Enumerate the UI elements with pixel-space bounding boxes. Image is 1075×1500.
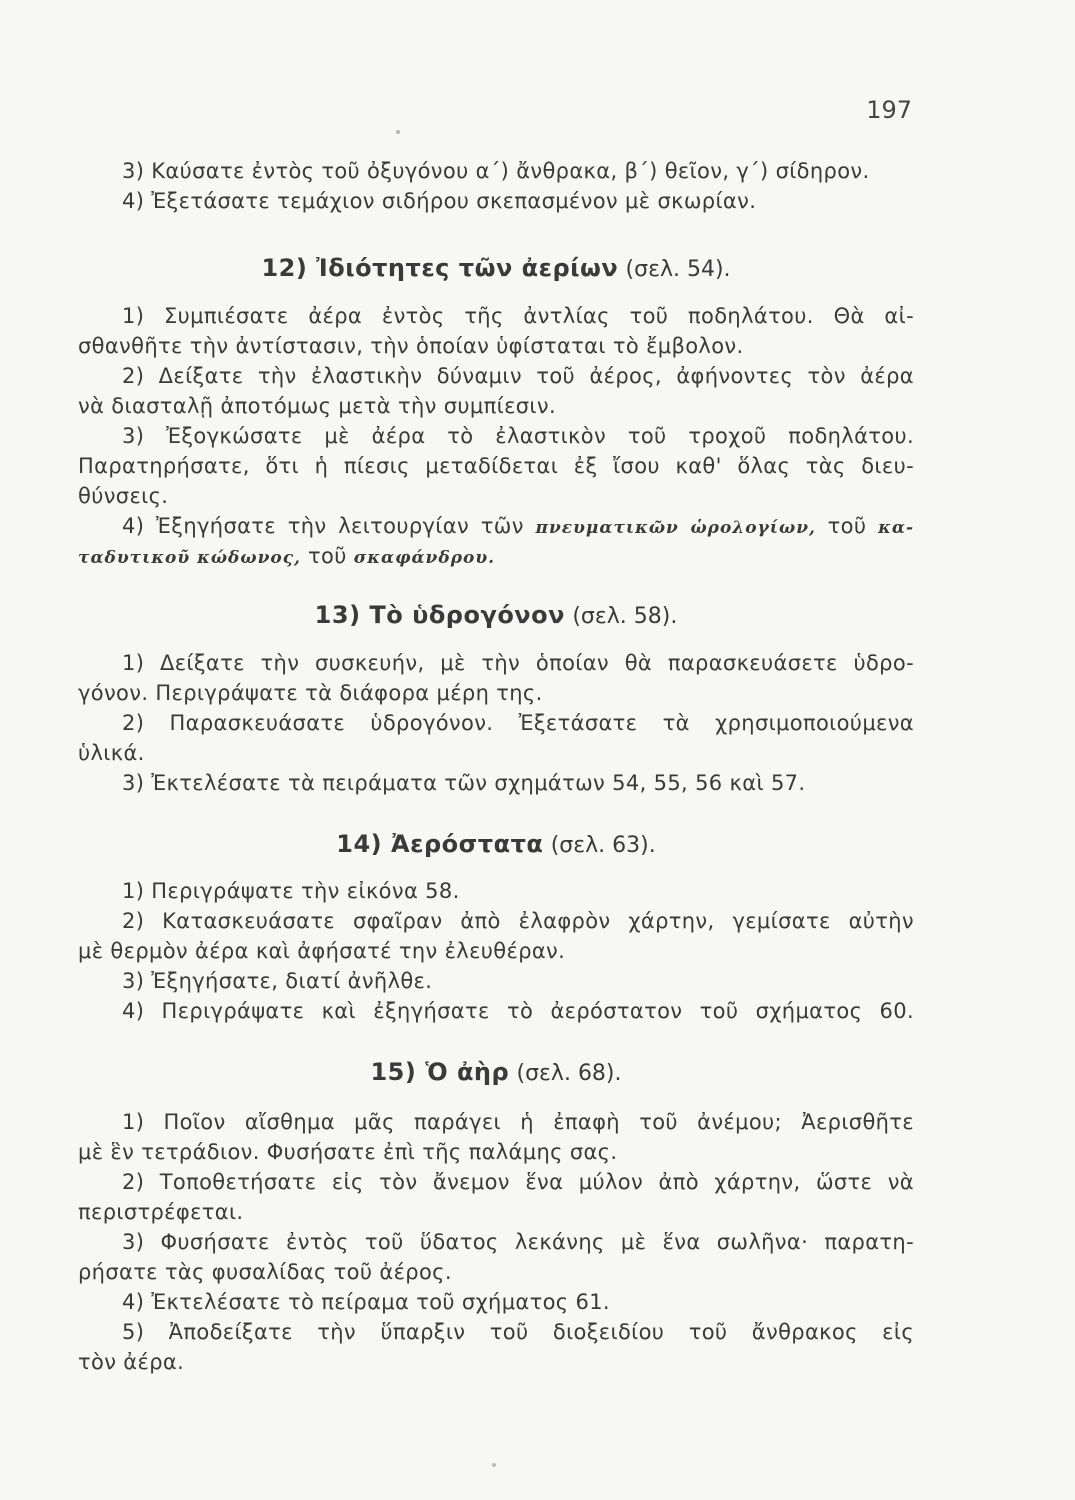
section-page-ref: (σελ. 58).: [572, 604, 678, 629]
exercise-line: 3) Ἐκτελέσατε τὰ πειράματα τῶν σχημάτων 54, 55, 56 καὶ 57.: [122, 771, 806, 795]
exercise-line: θύνσεις.: [78, 484, 169, 508]
exercise-line: μὲ ἓν τετράδιον. Φυσήσατε ἐπὶ τῆς παλάμης σας.: [78, 1140, 618, 1164]
exercise-block-14: [78, 876, 914, 1026]
section-heading-12: [78, 254, 914, 282]
exercise-line: 1) Ποῖον αἴσθημα μᾶς παράγει ἡ ἐπαφὴ τοῦ ἀνέμου; Ἀερισθῆτε: [122, 1110, 914, 1134]
line-part: τοῦ: [300, 544, 354, 568]
section-page-ref: (σελ. 63).: [550, 833, 656, 858]
section-heading-13: [78, 601, 914, 629]
exercise-line: 5) Ἀποδείξατε τὴν ὕπαρξιν τοῦ διοξειδίου τοῦ ἄνθρακος εἰς: [122, 1320, 914, 1344]
exercise-block-13: [78, 648, 914, 798]
section-page-ref: (σελ. 68).: [516, 1061, 622, 1086]
section-title: 12) Ἰδιότητες τῶν ἀερίων: [261, 254, 619, 282]
exercise-line: νὰ διασταλῇ ἀποτόμως μετὰ τὴν συμπίεσιν.: [78, 394, 556, 418]
speck: [492, 1463, 496, 1467]
exercise-line: τὸν ἀέρα.: [78, 1350, 185, 1374]
page-number: 197: [866, 96, 912, 124]
italic-term: κα-: [878, 518, 915, 538]
section-heading-15: [78, 1058, 914, 1086]
exercise-line: ρήσατε τὰς φυσαλίδας τοῦ ἀέρος.: [78, 1260, 452, 1284]
exercise-line: 4) Ἐκτελέσατε τὸ πείραμα τοῦ σχήματος 61.: [122, 1290, 610, 1314]
exercise-line: σθανθῆτε τὴν ἀντίστασιν, τὴν ὁποίαν ὑφίσταται τὸ ἔμβολον.: [78, 334, 744, 358]
exercise-line: 4) Ἐξετάσατε τεμάχιον σιδήρου σκεπασμένον μὲ σκωρίαν.: [122, 189, 757, 213]
exercise-line: 3) Φυσήσατε ἐντὸς τοῦ ὕδατος λεκάνης μὲ ἕνα σωλῆνα· παρατη-: [122, 1230, 914, 1254]
exercise-line: 2) Δείξατε τὴν ἐλαστικὴν δύναμιν τοῦ ἀέρος, ἀφήνοντες τὸν ἀέρα: [122, 364, 914, 388]
exercise-line: 4) Περιγράψατε καὶ ἐξηγήσατε τὸ ἀερόστατον τοῦ σχήματος 60.: [122, 999, 914, 1023]
exercise-line: [78, 541, 914, 571]
exercise-line: 1) Συμπιέσατε ἀέρα ἐντὸς τῆς ἀντλίας τοῦ ποδηλάτου. Θὰ αἰ-: [122, 304, 914, 328]
exercise-block-12: [78, 301, 914, 571]
section-heading-14: [78, 830, 914, 858]
italic-term: ταδυτικοῦ κώδωνος,: [78, 548, 301, 568]
exercise-line: 2) Τοποθετήσατε εἰς τὸν ἄνεμον ἕνα μύλον ἀπὸ χάρτην, ὥστε νὰ: [122, 1170, 914, 1194]
speck: [396, 130, 400, 134]
exercise-block-15: [78, 1107, 914, 1377]
section-title: 15) Ὁ ἀὴρ: [370, 1058, 510, 1086]
exercise-line: περιστρέφεται.: [78, 1200, 244, 1224]
section-page-ref: (σελ. 54).: [625, 257, 731, 282]
exercise-line: 2) Κατασκευάσατε σφαῖραν ἀπὸ ἐλαφρὸν χάρτην, γεμίσατε αὐτὴν: [122, 909, 914, 933]
italic-term: πνευματικῶν ὡρολογίων,: [535, 518, 816, 538]
exercise-line: [78, 511, 914, 541]
exercise-line: 1) Δείξατε τὴν συσκευήν, μὲ τὴν ὁποίαν θὰ παρασκευάσετε ὑδρο-: [122, 651, 914, 675]
exercise-line: Παρατηρήσατε, ὅτι ἡ πίεσις μεταδίδεται ἐξ ἴσου καθ' ὅλας τὰς διευ-: [78, 454, 914, 478]
line-part: τοῦ: [815, 514, 879, 538]
italic-term: σκαφάνδρου.: [353, 548, 496, 568]
exercise-block-top: [78, 156, 914, 216]
exercise-line: γόνον. Περιγράψατε τὰ διάφορα μέρη της.: [78, 681, 543, 705]
exercise-line: ὑλικά.: [78, 741, 145, 765]
section-title: 13) Τὸ ὑδρογόνον: [314, 601, 565, 629]
exercise-line: 2) Παρασκευάσατε ὑδρογόνον. Ἐξετάσατε τὰ χρησιμοποιούμενα: [122, 711, 914, 735]
exercise-line: 3) Καύσατε ἐντὸς τοῦ ὀξυγόνου α΄) ἄνθρακα, β΄) θεῖον, γ΄) σίδηρον.: [122, 159, 870, 183]
exercise-line: 3) Ἐξογκώσατε μὲ ἀέρα τὸ ἐλαστικὸν τοῦ τροχοῦ ποδηλάτου.: [122, 424, 914, 448]
section-title: 14) Ἀερόστατα: [336, 830, 544, 858]
exercise-line: 1) Περιγράψατε τὴν εἰκόνα 58.: [122, 879, 460, 903]
line-part: 4) Ἐξηγήσατε τὴν λειτουργίαν τῶν: [122, 514, 536, 538]
exercise-line: μὲ θερμὸν ἀέρα καὶ ἀφήσατέ την ἐλευθέραν.: [78, 939, 566, 963]
exercise-line: 3) Ἐξηγήσατε, διατί ἀνῆλθε.: [122, 969, 433, 993]
